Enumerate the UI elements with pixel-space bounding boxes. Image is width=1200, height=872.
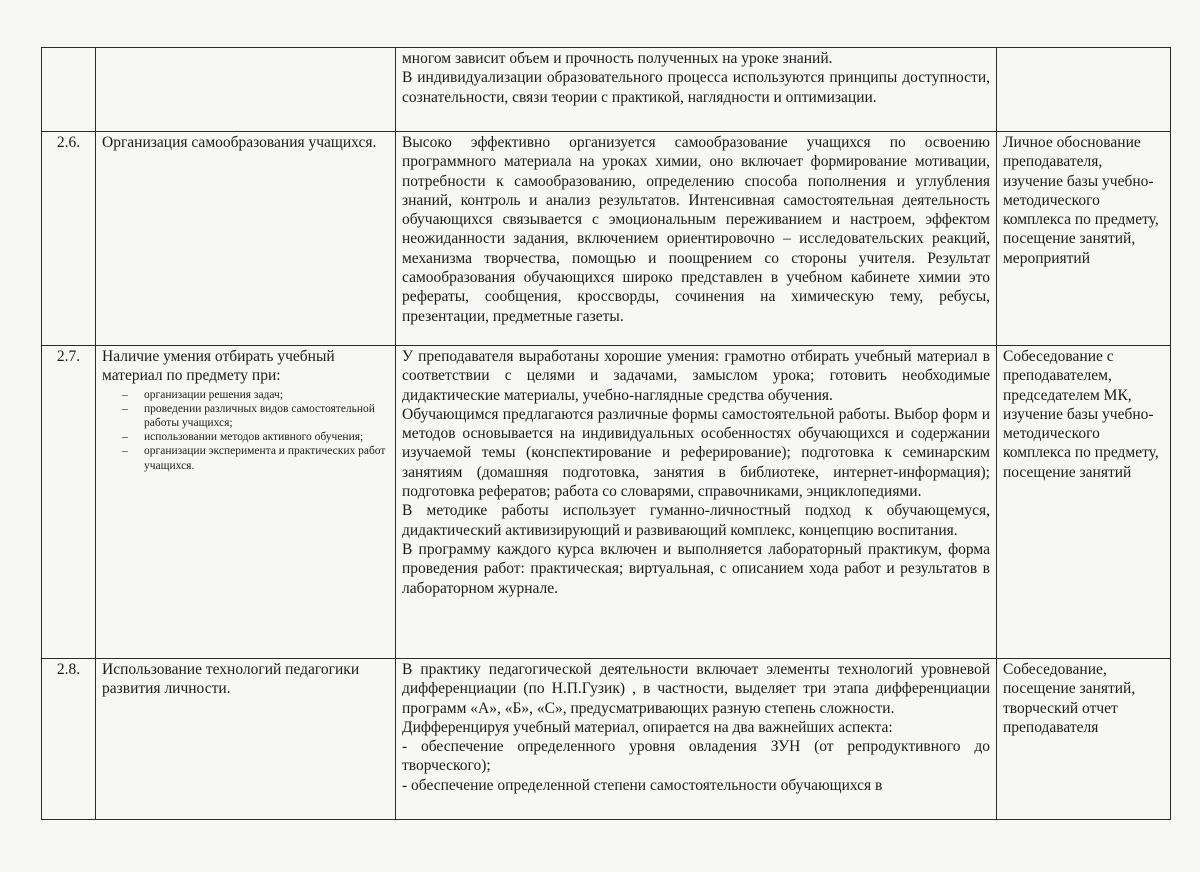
assessment-table (41, 47, 1171, 820)
methods-cell: Собеседование, посещение занятий, творческий отчет преподавателя (997, 659, 1171, 820)
methods-cell: Собеседование с преподавателем, председателем МК, изучение базы учебно-методического комплекса по предмету, посещение занятий (997, 346, 1171, 659)
description-paragraph: - обеспечение определенного уровня овладения ЗУН (от репродуктивного до творческого); (402, 738, 990, 775)
list-item: – организации эксперимента и практических работ учащихся. (122, 444, 389, 472)
table-row (42, 346, 1171, 659)
table-row (42, 132, 1171, 346)
methods-cell: Личное обоснование преподавателя, изучение базы учебно-методического комплекса по предмету, посещение занятий, мероприятий (997, 132, 1171, 346)
methods-cell (997, 48, 1171, 132)
description-paragraph: В индивидуализации образовательного процесса используются принципы доступности, сознательности, связи теории с практикой, наглядности и оптимизации. (402, 69, 990, 106)
row-number: 2.7. (42, 346, 96, 659)
row-number: 2.6. (42, 132, 96, 346)
description-cell (396, 132, 997, 346)
description-paragraph: В практику педагогической деятельности включает элементы технологий уровневой дифференциации (по Н.П.Гузик) , в частности, выделяет три этапа дифференциации программ «А», «Б», «С», предусматривающих разную степень сложности. (402, 661, 990, 717)
description-cell (396, 48, 997, 132)
description-paragraph: - обеспечение определенной степени самостоятельности обучающихся в (402, 776, 883, 794)
criterion-cell: Использование технологий педагогики развития личности. (96, 659, 396, 820)
criterion-cell (96, 48, 396, 132)
description-paragraph: Дифференцируя учебный материал, опирается на два важнейших аспекта: (402, 718, 893, 736)
list-item: – проведении различных видов самостоятельной работы учащихся; (122, 402, 389, 430)
description-paragraph: У преподавателя выработаны хорошие умения: грамотно отбирать учебный материал в соответствии с целями и задачами, замыслом урока; готовить необходимые дидактические материалы, учебно-наглядные средства обучения. (402, 348, 990, 404)
criterion-cell: Организация самообразования учащихся. (96, 132, 396, 346)
table-row (42, 48, 1171, 132)
criterion-cell (96, 346, 396, 659)
criterion-text: Наличие умения отбирать учебный материал по предмету при: (102, 348, 335, 385)
list-item: – организации решения задач; (122, 388, 389, 402)
description-paragraph: Обучающимся предлагаются различные формы самостоятельной работы. Выбор форм и методов основывается на индивидуальных особенностях обучающихся и содержании изучаемой темы (конспектирование и реферирование); подготовка к семинарским занятиям (домашняя подготовка, занятия в библиотеке, интернет-информация); подготовка рефератов; работа со словарями, справочниками, энциклопедиями. (402, 405, 990, 501)
list-item: – использовании методов активного обучения; (122, 430, 389, 444)
row-number (42, 48, 96, 132)
description-paragraph: Высоко эффективно организуется самообразование учащихся по освоению программного материала на уроках химии, оно включает формирование мотивации, потребности к самообразованию, определению способа пополнения и углубления знаний, контроль и анализ результатов. Интенсивная самостоятельная деятельность обучающихся связывается с эмоциональным переживанием и настроем, эффектом неожиданности задания, включением ориентировочно – исследовательских реакций, механизма творчества, помощью и поощрением со стороны учителя. Результат самообразования обучающихся широко представлен в учебном кабинете химии это рефераты, сообщения, кроссворды, сочинения на химическую тему, ребусы, презентации, предметные газеты. (402, 134, 990, 325)
description-paragraph: многом зависит объем и прочность полученных на уроке знаний. (402, 50, 833, 67)
description-cell (396, 346, 997, 659)
criterion-subitems (102, 388, 389, 473)
description-paragraph: В программу каждого курса включен и выполняется лабораторный практикум, форма проведения работ: практическая; виртуальная, с описанием хода работ и результатов в лабораторном журнале. (402, 540, 990, 597)
description-cell (396, 659, 997, 820)
row-number: 2.8. (42, 659, 96, 820)
description-paragraph: В методике работы использует гуманно-личностный подход к обучающемуся, дидактический активизирующий и развивающий комплекс, концепцию воспитания. (402, 502, 990, 539)
table-row (42, 659, 1171, 820)
